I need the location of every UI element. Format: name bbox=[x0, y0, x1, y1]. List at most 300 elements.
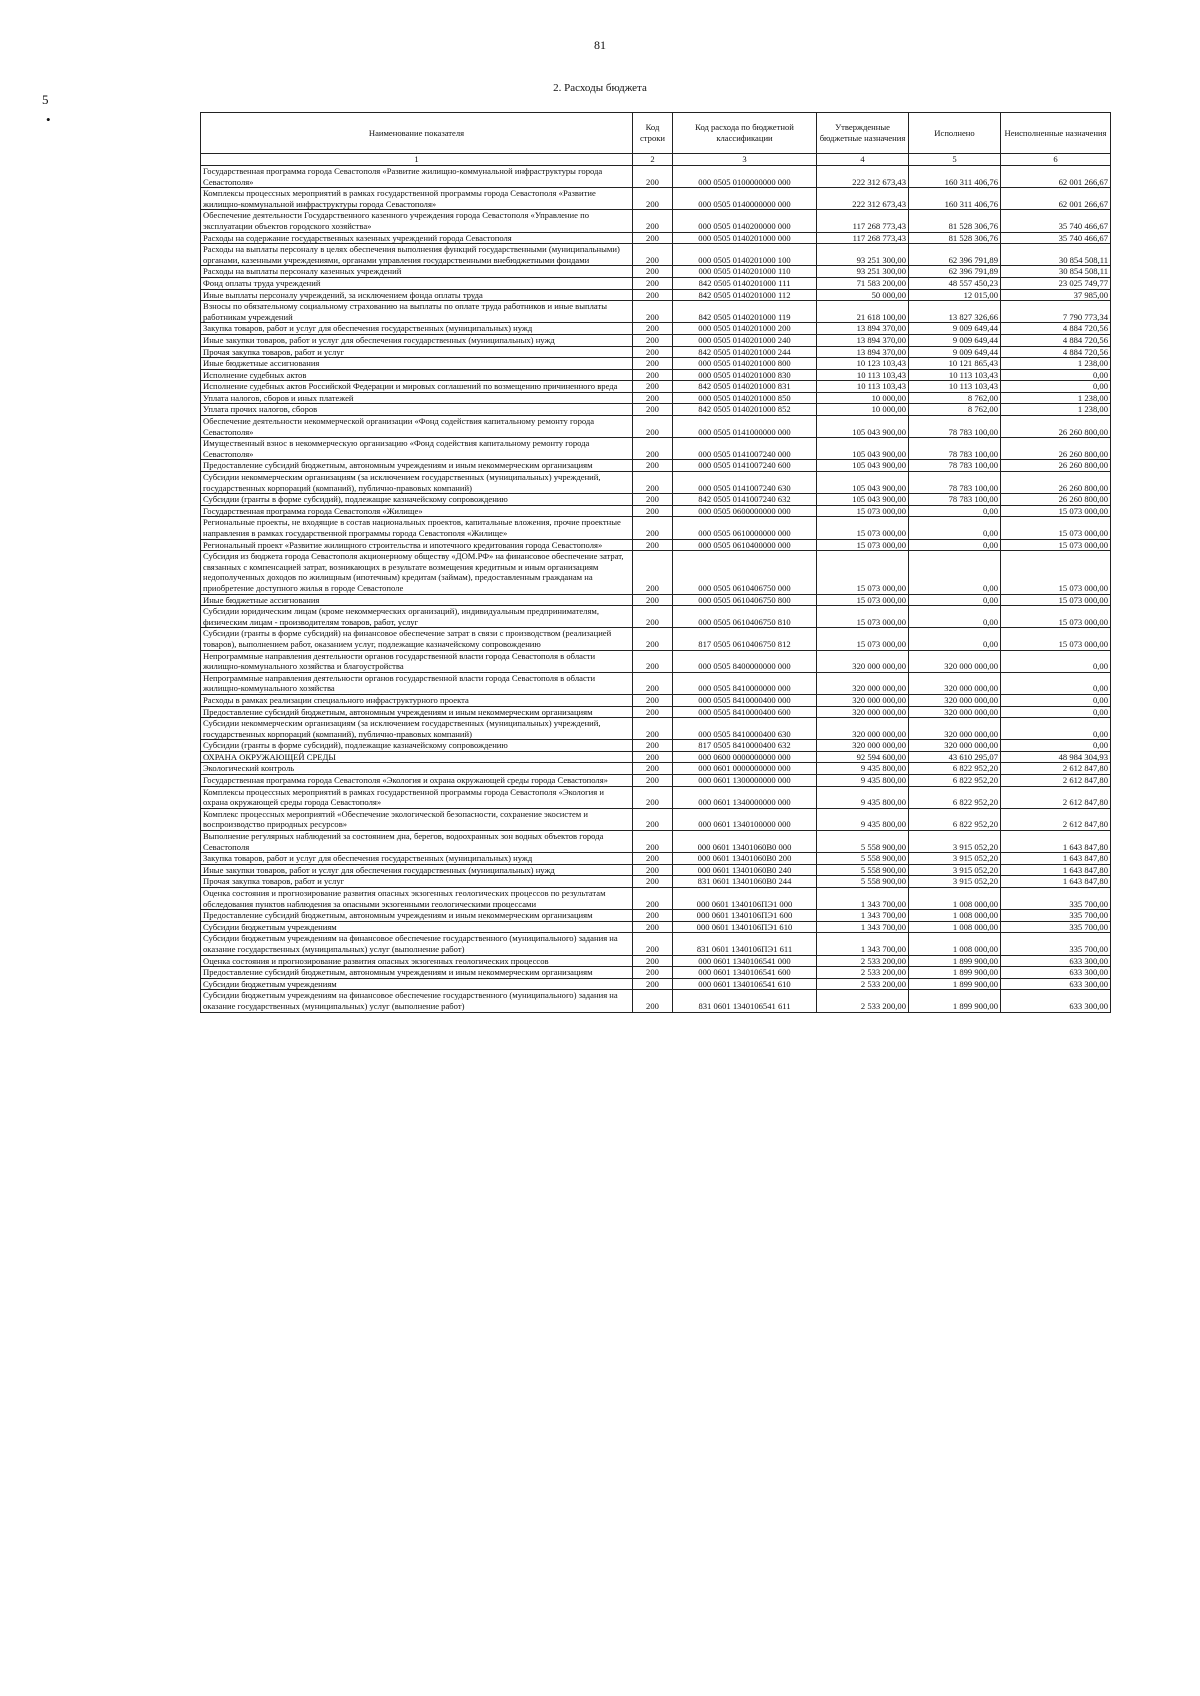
row-line-code: 200 bbox=[633, 404, 673, 416]
header-budget-classification-code: Код расхода по бюджетной классификации bbox=[673, 113, 817, 154]
row-line-code: 200 bbox=[633, 606, 673, 628]
table-row bbox=[201, 978, 1111, 990]
row-line-code: 200 bbox=[633, 888, 673, 910]
table-row bbox=[201, 232, 1111, 244]
row-unexecuted: 1 238,00 bbox=[1001, 358, 1111, 370]
row-approved: 9 435 800,00 bbox=[817, 775, 909, 787]
row-name: Субсидии (гранты в форме субсидий), подлежащие казначейскому сопровождению bbox=[201, 494, 633, 506]
row-executed: 0,00 bbox=[909, 551, 1001, 594]
table-row bbox=[201, 334, 1111, 346]
row-line-code: 200 bbox=[633, 358, 673, 370]
row-classification-code: 000 0505 0610400000 000 bbox=[673, 539, 817, 551]
section-title: 2. Расходы бюджета bbox=[553, 82, 647, 94]
table-row bbox=[201, 166, 1111, 188]
row-line-code: 200 bbox=[633, 505, 673, 517]
row-classification-code: 000 0505 0141000000 000 bbox=[673, 416, 817, 438]
table-row bbox=[201, 910, 1111, 922]
table-row bbox=[201, 369, 1111, 381]
row-classification-code: 831 0601 1340106541 611 bbox=[673, 990, 817, 1012]
row-executed: 48 557 450,23 bbox=[909, 277, 1001, 289]
row-approved: 1 343 700,00 bbox=[817, 888, 909, 910]
row-line-code: 200 bbox=[633, 751, 673, 763]
row-classification-code: 000 0505 8410000000 000 bbox=[673, 672, 817, 694]
row-name: Иные бюджетные ассигнования bbox=[201, 594, 633, 606]
row-line-code: 200 bbox=[633, 289, 673, 301]
row-name: Выполнение регулярных наблюдений за состоянием дна, берегов, водоохранных зон водных объектов города Севастополя bbox=[201, 831, 633, 853]
header-line-code: Код строки bbox=[633, 113, 673, 154]
row-unexecuted: 15 073 000,00 bbox=[1001, 551, 1111, 594]
row-line-code: 200 bbox=[633, 472, 673, 494]
row-name: Оценка состояния и прогнозирование развития опасных экзогенных геологических процессов bbox=[201, 955, 633, 967]
table-row bbox=[201, 358, 1111, 370]
row-approved: 1 343 700,00 bbox=[817, 921, 909, 933]
row-classification-code: 000 0601 1340106541 600 bbox=[673, 967, 817, 979]
row-executed: 0,00 bbox=[909, 505, 1001, 517]
row-unexecuted: 26 260 800,00 bbox=[1001, 438, 1111, 460]
row-unexecuted: 1 238,00 bbox=[1001, 404, 1111, 416]
row-classification-code: 842 0505 0140201000 112 bbox=[673, 289, 817, 301]
row-executed: 62 396 791,89 bbox=[909, 244, 1001, 266]
row-unexecuted: 1 643 847,80 bbox=[1001, 876, 1111, 888]
row-executed: 1 899 900,00 bbox=[909, 990, 1001, 1012]
row-executed: 78 783 100,00 bbox=[909, 472, 1001, 494]
table-row bbox=[201, 266, 1111, 278]
row-executed: 1 008 000,00 bbox=[909, 921, 1001, 933]
table-row bbox=[201, 694, 1111, 706]
row-executed: 78 783 100,00 bbox=[909, 460, 1001, 472]
row-classification-code: 000 0505 0610406750 000 bbox=[673, 551, 817, 594]
table-row bbox=[201, 786, 1111, 808]
row-name: Субсидии некоммерческим организациям (за исключением государственных (муниципальных) учреждений, государственных корпораций (компаний), публично-правовых компаний) bbox=[201, 472, 633, 494]
row-approved: 222 312 673,43 bbox=[817, 188, 909, 210]
row-approved: 117 268 773,43 bbox=[817, 210, 909, 232]
row-approved: 105 043 900,00 bbox=[817, 494, 909, 506]
row-approved: 320 000 000,00 bbox=[817, 672, 909, 694]
row-name: Закупка товаров, работ и услуг для обеспечения государственных (муниципальных) нужд bbox=[201, 853, 633, 865]
row-classification-code: 000 0505 8410000400 630 bbox=[673, 718, 817, 740]
row-name: Расходы в рамках реализации специального инфраструктурного проекта bbox=[201, 694, 633, 706]
row-classification-code: 000 0601 0000000000 000 bbox=[673, 763, 817, 775]
row-line-code: 200 bbox=[633, 494, 673, 506]
row-approved: 5 558 900,00 bbox=[817, 831, 909, 853]
row-line-code: 200 bbox=[633, 650, 673, 672]
column-number: 6 bbox=[1001, 154, 1111, 166]
row-line-code: 200 bbox=[633, 718, 673, 740]
row-classification-code: 000 0601 13401060В0 240 bbox=[673, 864, 817, 876]
row-executed: 8 762,00 bbox=[909, 404, 1001, 416]
row-unexecuted: 15 073 000,00 bbox=[1001, 606, 1111, 628]
row-classification-code: 000 0505 0610406750 800 bbox=[673, 594, 817, 606]
row-line-code: 200 bbox=[633, 876, 673, 888]
row-line-code: 200 bbox=[633, 628, 673, 650]
page-number: 81 bbox=[594, 38, 606, 52]
row-name: Уплата прочих налогов, сборов bbox=[201, 404, 633, 416]
row-unexecuted: 633 300,00 bbox=[1001, 955, 1111, 967]
row-unexecuted: 35 740 466,67 bbox=[1001, 232, 1111, 244]
row-name: Предоставление субсидий бюджетным, автономным учреждениям и иным некоммерческим организациям bbox=[201, 967, 633, 979]
row-name: Предоставление субсидий бюджетным, автономным учреждениям и иным некоммерческим организациям bbox=[201, 706, 633, 718]
table-row bbox=[201, 775, 1111, 787]
row-unexecuted: 26 260 800,00 bbox=[1001, 460, 1111, 472]
row-executed: 6 822 952,20 bbox=[909, 763, 1001, 775]
row-executed: 6 822 952,20 bbox=[909, 775, 1001, 787]
row-line-code: 200 bbox=[633, 334, 673, 346]
row-line-code: 200 bbox=[633, 706, 673, 718]
column-number: 1 bbox=[201, 154, 633, 166]
table-row bbox=[201, 472, 1111, 494]
row-classification-code: 000 0505 0140201000 240 bbox=[673, 334, 817, 346]
row-classification-code: 817 0505 0610406750 812 bbox=[673, 628, 817, 650]
row-line-code: 200 bbox=[633, 266, 673, 278]
row-approved: 13 894 370,00 bbox=[817, 346, 909, 358]
row-approved: 10 113 103,43 bbox=[817, 369, 909, 381]
row-line-code: 200 bbox=[633, 346, 673, 358]
row-unexecuted: 2 612 847,80 bbox=[1001, 786, 1111, 808]
row-approved: 71 583 200,00 bbox=[817, 277, 909, 289]
row-unexecuted: 1 643 847,80 bbox=[1001, 831, 1111, 853]
row-line-code: 200 bbox=[633, 166, 673, 188]
row-classification-code: 000 0505 0610406750 810 bbox=[673, 606, 817, 628]
margin-mark: 5 bbox=[42, 92, 49, 107]
row-classification-code: 842 0505 0141007240 632 bbox=[673, 494, 817, 506]
row-name: Оценка состояния и прогнозирование развития опасных экзогенных геологических процессов по результатам обследования пунктов наблюдения за опасными экзогенными геологическими процессами bbox=[201, 888, 633, 910]
row-executed: 8 762,00 bbox=[909, 392, 1001, 404]
row-unexecuted: 0,00 bbox=[1001, 706, 1111, 718]
row-name: Иные закупки товаров, работ и услуг для обеспечения государственных (муниципальных) нужд bbox=[201, 864, 633, 876]
row-approved: 2 533 200,00 bbox=[817, 978, 909, 990]
row-executed: 6 822 952,20 bbox=[909, 808, 1001, 830]
row-unexecuted: 0,00 bbox=[1001, 718, 1111, 740]
row-classification-code: 842 0505 0140201000 852 bbox=[673, 404, 817, 416]
row-name: Экологический контроль bbox=[201, 763, 633, 775]
row-executed: 0,00 bbox=[909, 594, 1001, 606]
row-unexecuted: 15 073 000,00 bbox=[1001, 539, 1111, 551]
row-line-code: 200 bbox=[633, 244, 673, 266]
row-approved: 2 533 200,00 bbox=[817, 990, 909, 1012]
row-line-code: 200 bbox=[633, 460, 673, 472]
table-row bbox=[201, 706, 1111, 718]
row-name: Исполнение судебных актов bbox=[201, 369, 633, 381]
column-number: 3 bbox=[673, 154, 817, 166]
row-line-code: 200 bbox=[633, 740, 673, 752]
row-unexecuted: 62 001 266,67 bbox=[1001, 188, 1111, 210]
row-executed: 9 009 649,44 bbox=[909, 323, 1001, 335]
table-body bbox=[201, 166, 1111, 1013]
row-approved: 5 558 900,00 bbox=[817, 864, 909, 876]
row-name: ОХРАНА ОКРУЖАЮЩЕЙ СРЕДЫ bbox=[201, 751, 633, 763]
row-name: Прочая закупка товаров, работ и услуг bbox=[201, 876, 633, 888]
margin-mark: • bbox=[46, 112, 51, 127]
row-unexecuted: 37 985,00 bbox=[1001, 289, 1111, 301]
row-line-code: 200 bbox=[633, 763, 673, 775]
row-executed: 320 000 000,00 bbox=[909, 694, 1001, 706]
row-executed: 0,00 bbox=[909, 517, 1001, 539]
row-name: Субсидии бюджетным учреждениям на финансовое обеспечение государственного (муниципального) задания на оказание государственных (муниципальных) услуг (выполнение работ) bbox=[201, 933, 633, 955]
table-row bbox=[201, 751, 1111, 763]
row-line-code: 200 bbox=[633, 210, 673, 232]
table-row bbox=[201, 494, 1111, 506]
row-approved: 50 000,00 bbox=[817, 289, 909, 301]
row-name: Субсидии бюджетным учреждениям bbox=[201, 978, 633, 990]
row-classification-code: 000 0505 8410000400 600 bbox=[673, 706, 817, 718]
row-classification-code: 000 0601 1340106ПЭ1 600 bbox=[673, 910, 817, 922]
row-classification-code: 000 0505 0610000000 000 bbox=[673, 517, 817, 539]
row-executed: 78 783 100,00 bbox=[909, 494, 1001, 506]
row-executed: 9 009 649,44 bbox=[909, 334, 1001, 346]
row-name: Субсидии юридическим лицам (кроме некоммерческих организаций), индивидуальным предпринимателям, физическим лицам - производителям товаров, работ, услуг bbox=[201, 606, 633, 628]
row-executed: 320 000 000,00 bbox=[909, 706, 1001, 718]
row-name: Закупка товаров, работ и услуг для обеспечения государственных (муниципальных) нужд bbox=[201, 323, 633, 335]
table-row bbox=[201, 808, 1111, 830]
row-approved: 222 312 673,43 bbox=[817, 166, 909, 188]
row-name: Государственная программа города Севастополя «Экология и охрана окружающей среды города Севастополя» bbox=[201, 775, 633, 787]
row-classification-code: 000 0505 0140000000 000 bbox=[673, 188, 817, 210]
row-name: Субсидии (гранты в форме субсидий), подлежащие казначейскому сопровождению bbox=[201, 740, 633, 752]
row-classification-code: 000 0505 0141007240 600 bbox=[673, 460, 817, 472]
table-row bbox=[201, 188, 1111, 210]
row-line-code: 200 bbox=[633, 990, 673, 1012]
row-line-code: 200 bbox=[633, 188, 673, 210]
row-approved: 9 435 800,00 bbox=[817, 763, 909, 775]
row-approved: 2 533 200,00 bbox=[817, 955, 909, 967]
row-line-code: 200 bbox=[633, 539, 673, 551]
row-executed: 1 899 900,00 bbox=[909, 955, 1001, 967]
row-classification-code: 831 0601 1340106ПЭ1 611 bbox=[673, 933, 817, 955]
row-executed: 0,00 bbox=[909, 539, 1001, 551]
row-unexecuted: 35 740 466,67 bbox=[1001, 210, 1111, 232]
row-unexecuted: 15 073 000,00 bbox=[1001, 505, 1111, 517]
row-unexecuted: 0,00 bbox=[1001, 369, 1111, 381]
row-approved: 5 558 900,00 bbox=[817, 876, 909, 888]
row-classification-code: 000 0601 13401060В0 000 bbox=[673, 831, 817, 853]
row-approved: 10 123 103,43 bbox=[817, 358, 909, 370]
row-unexecuted: 633 300,00 bbox=[1001, 967, 1111, 979]
row-classification-code: 842 0505 0140201000 244 bbox=[673, 346, 817, 358]
row-approved: 9 435 800,00 bbox=[817, 808, 909, 830]
row-unexecuted: 633 300,00 bbox=[1001, 978, 1111, 990]
row-approved: 15 073 000,00 bbox=[817, 594, 909, 606]
row-unexecuted: 1 643 847,80 bbox=[1001, 864, 1111, 876]
row-name: Иные выплаты персоналу учреждений, за исключением фонда оплаты труда bbox=[201, 289, 633, 301]
row-unexecuted: 2 612 847,80 bbox=[1001, 808, 1111, 830]
row-approved: 320 000 000,00 bbox=[817, 694, 909, 706]
row-classification-code: 831 0601 13401060В0 244 bbox=[673, 876, 817, 888]
row-classification-code: 000 0601 1300000000 000 bbox=[673, 775, 817, 787]
row-classification-code: 000 0601 1340106541 000 bbox=[673, 955, 817, 967]
row-line-code: 200 bbox=[633, 853, 673, 865]
row-unexecuted: 48 984 304,93 bbox=[1001, 751, 1111, 763]
row-executed: 160 311 406,76 bbox=[909, 166, 1001, 188]
table-row bbox=[201, 990, 1111, 1012]
row-approved: 105 043 900,00 bbox=[817, 438, 909, 460]
row-name: Фонд оплаты труда учреждений bbox=[201, 277, 633, 289]
row-classification-code: 000 0505 0140201000 800 bbox=[673, 358, 817, 370]
row-executed: 81 528 306,76 bbox=[909, 210, 1001, 232]
row-unexecuted: 26 260 800,00 bbox=[1001, 416, 1111, 438]
table-row bbox=[201, 210, 1111, 232]
row-unexecuted: 15 073 000,00 bbox=[1001, 594, 1111, 606]
row-name: Комплексы процессных мероприятий в рамках государственной программы города Севастополя «Развитие жилищно-коммунальной инфраструктуры города Севастополя» bbox=[201, 188, 633, 210]
table-row bbox=[201, 718, 1111, 740]
table-row bbox=[201, 438, 1111, 460]
row-classification-code: 000 0601 1340000000 000 bbox=[673, 786, 817, 808]
row-unexecuted: 335 700,00 bbox=[1001, 933, 1111, 955]
row-classification-code: 000 0505 0600000000 000 bbox=[673, 505, 817, 517]
row-unexecuted: 4 884 720,56 bbox=[1001, 334, 1111, 346]
header-approved: Утвержденные бюджетные назначения bbox=[817, 113, 909, 154]
row-name: Расходы на выплаты персоналу в целях обеспечения выполнения функций государственными (муниципальными) органами, казенными учреждениями, органами управления государственными внебюджетными фондами bbox=[201, 244, 633, 266]
row-executed: 10 113 103,43 bbox=[909, 369, 1001, 381]
row-line-code: 200 bbox=[633, 277, 673, 289]
row-line-code: 200 bbox=[633, 392, 673, 404]
row-approved: 13 894 370,00 bbox=[817, 334, 909, 346]
header-indicator-name: Наименование показателя bbox=[201, 113, 633, 154]
table-row bbox=[201, 392, 1111, 404]
row-line-code: 200 bbox=[633, 910, 673, 922]
row-approved: 93 251 300,00 bbox=[817, 244, 909, 266]
row-classification-code: 000 0505 8400000000 000 bbox=[673, 650, 817, 672]
row-name: Исполнение судебных актов Российской Федерации и мировых соглашений по возмещению причиненного вреда bbox=[201, 381, 633, 393]
row-unexecuted: 335 700,00 bbox=[1001, 921, 1111, 933]
row-name: Субсидии бюджетным учреждениям на финансовое обеспечение государственного (муниципального) задания на оказание государственных (муниципальных) услуг (выполнение работ) bbox=[201, 990, 633, 1012]
table-row bbox=[201, 323, 1111, 335]
row-line-code: 200 bbox=[633, 369, 673, 381]
row-name: Субсидия из бюджета города Севастополя акционерному обществу «ДОМ.РФ» на финансовое обеспечение затрат, связанных с компенсацией затрат, возникающих в результате возмещения кредитным и иным организациям недополученных доходов по жилищным (ипотечным) кредитам (займам), предоставленным гражданам на приобретение доступного жилья в городе Севастополе bbox=[201, 551, 633, 594]
table-row bbox=[201, 955, 1111, 967]
row-executed: 3 915 052,20 bbox=[909, 876, 1001, 888]
table-row bbox=[201, 864, 1111, 876]
row-line-code: 200 bbox=[633, 864, 673, 876]
table-row bbox=[201, 346, 1111, 358]
row-approved: 320 000 000,00 bbox=[817, 706, 909, 718]
row-name: Государственная программа города Севастополя «Жилище» bbox=[201, 505, 633, 517]
row-unexecuted: 26 260 800,00 bbox=[1001, 472, 1111, 494]
row-line-code: 200 bbox=[633, 551, 673, 594]
row-approved: 13 894 370,00 bbox=[817, 323, 909, 335]
row-classification-code: 000 0601 1340106ПЭ1 000 bbox=[673, 888, 817, 910]
table-row bbox=[201, 628, 1111, 650]
row-line-code: 200 bbox=[633, 831, 673, 853]
row-approved: 5 558 900,00 bbox=[817, 853, 909, 865]
row-classification-code: 000 0505 0100000000 000 bbox=[673, 166, 817, 188]
row-line-code: 200 bbox=[633, 967, 673, 979]
row-classification-code: 000 0505 0140201000 850 bbox=[673, 392, 817, 404]
table-row bbox=[201, 404, 1111, 416]
table-row bbox=[201, 876, 1111, 888]
row-name: Иные закупки товаров, работ и услуг для обеспечения государственных (муниципальных) нужд bbox=[201, 334, 633, 346]
row-name: Субсидии некоммерческим организациям (за исключением государственных (муниципальных) учреждений, государственных корпораций (компаний), публично-правовых компаний) bbox=[201, 718, 633, 740]
row-classification-code: 000 0505 0140201000 110 bbox=[673, 266, 817, 278]
row-unexecuted: 15 073 000,00 bbox=[1001, 517, 1111, 539]
row-line-code: 200 bbox=[633, 775, 673, 787]
row-unexecuted: 2 612 847,80 bbox=[1001, 763, 1111, 775]
row-approved: 2 533 200,00 bbox=[817, 967, 909, 979]
row-name: Комплексы процессных мероприятий в рамках государственной программы города Севастополя «Экология и охрана окружающей среды города Севастополя» bbox=[201, 786, 633, 808]
row-approved: 15 073 000,00 bbox=[817, 606, 909, 628]
row-line-code: 200 bbox=[633, 978, 673, 990]
row-approved: 15 073 000,00 bbox=[817, 628, 909, 650]
row-approved: 15 073 000,00 bbox=[817, 539, 909, 551]
row-classification-code: 000 0505 0140200000 000 bbox=[673, 210, 817, 232]
row-name: Непрограммные направления деятельности органов государственной власти города Севастополя в области жилищно-коммунального хозяйства bbox=[201, 672, 633, 694]
table-header-row bbox=[201, 113, 1111, 154]
row-unexecuted: 23 025 749,77 bbox=[1001, 277, 1111, 289]
row-classification-code: 842 0505 0140201000 831 bbox=[673, 381, 817, 393]
table-row bbox=[201, 740, 1111, 752]
row-approved: 105 043 900,00 bbox=[817, 416, 909, 438]
table-row bbox=[201, 460, 1111, 472]
row-name: Региональный проект «Развитие жилищного строительства и ипотечного кредитования города Севастополя» bbox=[201, 539, 633, 551]
row-approved: 93 251 300,00 bbox=[817, 266, 909, 278]
row-executed: 160 311 406,76 bbox=[909, 188, 1001, 210]
row-approved: 105 043 900,00 bbox=[817, 460, 909, 472]
table-row bbox=[201, 551, 1111, 594]
table-row bbox=[201, 853, 1111, 865]
table-row bbox=[201, 831, 1111, 853]
table-row bbox=[201, 416, 1111, 438]
row-classification-code: 000 0601 1340106ПЭ1 610 bbox=[673, 921, 817, 933]
row-unexecuted: 30 854 508,11 bbox=[1001, 266, 1111, 278]
row-approved: 1 343 700,00 bbox=[817, 910, 909, 922]
row-approved: 15 073 000,00 bbox=[817, 517, 909, 539]
row-unexecuted: 0,00 bbox=[1001, 672, 1111, 694]
row-executed: 78 783 100,00 bbox=[909, 416, 1001, 438]
row-classification-code: 000 0505 0141007240 630 bbox=[673, 472, 817, 494]
row-name: Предоставление субсидий бюджетным, автономным учреждениям и иным некоммерческим организациям bbox=[201, 910, 633, 922]
row-name: Непрограммные направления деятельности органов государственной власти города Севастополя в области жилищно-коммунального хозяйства и благоустройства bbox=[201, 650, 633, 672]
row-executed: 320 000 000,00 bbox=[909, 718, 1001, 740]
row-unexecuted: 7 790 773,34 bbox=[1001, 301, 1111, 323]
row-line-code: 200 bbox=[633, 438, 673, 460]
header-unexecuted: Неисполненные назначения bbox=[1001, 113, 1111, 154]
row-approved: 117 268 773,43 bbox=[817, 232, 909, 244]
row-line-code: 200 bbox=[633, 517, 673, 539]
table-row bbox=[201, 763, 1111, 775]
column-number: 5 bbox=[909, 154, 1001, 166]
row-executed: 1 899 900,00 bbox=[909, 978, 1001, 990]
row-executed: 1 008 000,00 bbox=[909, 910, 1001, 922]
row-executed: 320 000 000,00 bbox=[909, 650, 1001, 672]
row-line-code: 200 bbox=[633, 933, 673, 955]
row-line-code: 200 bbox=[633, 694, 673, 706]
row-unexecuted: 26 260 800,00 bbox=[1001, 494, 1111, 506]
table-row bbox=[201, 921, 1111, 933]
row-executed: 320 000 000,00 bbox=[909, 672, 1001, 694]
row-approved: 9 435 800,00 bbox=[817, 786, 909, 808]
row-executed: 6 822 952,20 bbox=[909, 786, 1001, 808]
row-unexecuted: 15 073 000,00 bbox=[1001, 628, 1111, 650]
header-executed: Исполнено bbox=[909, 113, 1001, 154]
row-line-code: 200 bbox=[633, 786, 673, 808]
row-name: Субсидии (гранты в форме субсидий) на финансовое обеспечение затрат в связи с производством (реализацией товаров), выполнением работ, оказанием услуг, подлежащие казначейскому сопровождению bbox=[201, 628, 633, 650]
row-classification-code: 000 0601 13401060В0 200 bbox=[673, 853, 817, 865]
row-classification-code: 000 0505 0141007240 000 bbox=[673, 438, 817, 460]
row-name: Уплата налогов, сборов и иных платежей bbox=[201, 392, 633, 404]
row-unexecuted: 2 612 847,80 bbox=[1001, 775, 1111, 787]
table-row bbox=[201, 505, 1111, 517]
row-unexecuted: 4 884 720,56 bbox=[1001, 346, 1111, 358]
row-name: Субсидии бюджетным учреждениям bbox=[201, 921, 633, 933]
row-name: Государственная программа города Севастополя «Развитие жилищно-коммунальной инфраструктуры города Севастополя» bbox=[201, 166, 633, 188]
row-line-code: 200 bbox=[633, 381, 673, 393]
row-unexecuted: 1 643 847,80 bbox=[1001, 853, 1111, 865]
row-approved: 15 073 000,00 bbox=[817, 551, 909, 594]
column-number-row bbox=[201, 154, 1111, 166]
row-approved: 15 073 000,00 bbox=[817, 505, 909, 517]
table-row bbox=[201, 888, 1111, 910]
row-executed: 9 009 649,44 bbox=[909, 346, 1001, 358]
row-classification-code: 000 0505 0140201000 200 bbox=[673, 323, 817, 335]
